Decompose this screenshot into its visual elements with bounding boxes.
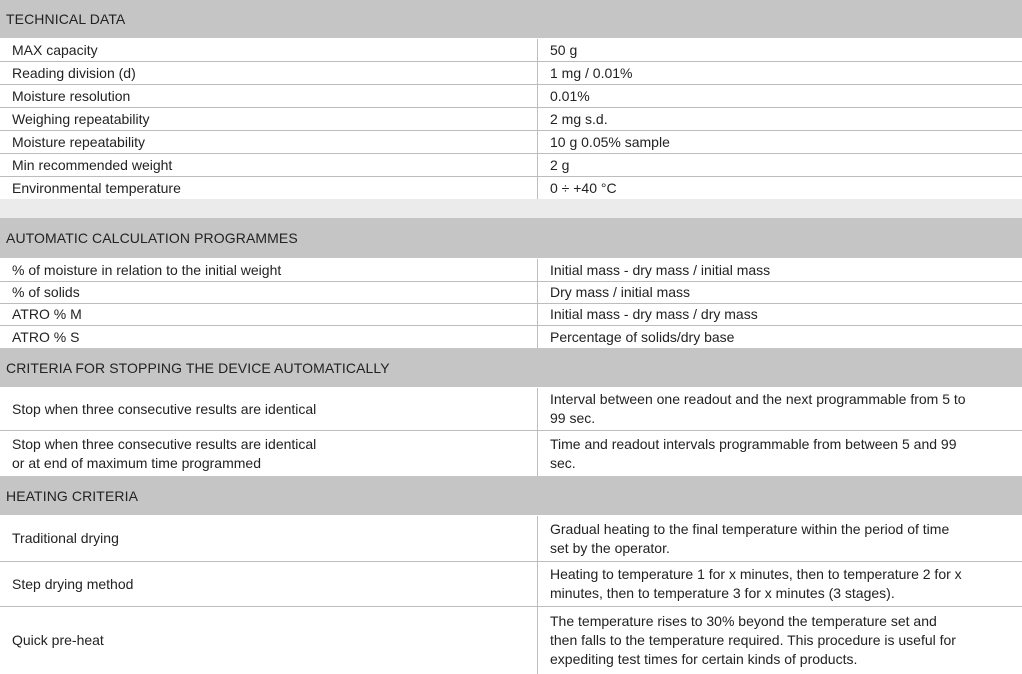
row-value: The temperature rises to 30% beyond the temperature set and then falls to the temperature required. This procedure is useful for expediting test times for certain kinds of products. [550, 613, 956, 667]
table-row [0, 85, 1022, 108]
row-label: Moisture repeatability [0, 131, 538, 153]
row-label: Stop when three consecutive results are identical [0, 388, 538, 430]
table-row [0, 607, 1022, 674]
row-value: 10 g 0.05% sample [550, 133, 670, 150]
table-row [0, 326, 1022, 348]
row-label: % of solids [0, 282, 538, 303]
row-value: Initial mass - dry mass / dry mass [550, 306, 758, 322]
row-value: Percentage of solids/dry base [550, 328, 735, 345]
row-label: Quick pre-heat [0, 607, 538, 674]
row-label: Reading division (d) [0, 62, 538, 84]
table-row [0, 154, 1022, 177]
table-row [0, 62, 1022, 85]
row-label: MAX capacity [0, 39, 538, 61]
row-label: Weighing repeatability [0, 108, 538, 130]
table-row [0, 304, 1022, 326]
row-label: Stop when three consecutive results are identical or at end of maximum time programmed [0, 431, 538, 476]
section-header-stopping-criteria: CRITERIA FOR STOPPING THE DEVICE AUTOMATICALLY [0, 348, 1022, 388]
section-header-technical-data: TECHNICAL DATA [0, 0, 1022, 39]
row-value: 2 g [550, 156, 570, 173]
row-value: 1 mg / 0.01% [550, 64, 633, 81]
table-row [0, 562, 1022, 607]
table-row [0, 388, 1022, 431]
table-row [0, 177, 1022, 199]
row-label: Step drying method [0, 562, 538, 606]
row-value: Initial mass - dry mass / initial mass [550, 261, 771, 278]
table-row [0, 131, 1022, 154]
table-row [0, 282, 1022, 304]
row-value: Dry mass / initial mass [550, 284, 691, 300]
row-value: Gradual heating to the final temperature within the period of time set by the operator. [550, 520, 950, 556]
table-row [0, 39, 1022, 62]
section-header-heating-criteria: HEATING CRITERIA [0, 476, 1022, 516]
section-header-automatic-calculation: AUTOMATIC CALCULATION PROGRAMMES [0, 218, 1022, 259]
row-label: Min recommended weight [0, 154, 538, 176]
section-spacer [0, 199, 1022, 218]
row-value: 0.01% [550, 87, 590, 104]
row-value: Heating to temperature 1 for x minutes, then to temperature 2 for x minutes, then to temperature 3 for x minutes (3 stages). [550, 566, 962, 601]
row-value: 0 ÷ +40 °C [550, 179, 617, 196]
row-label: Moisture resolution [0, 85, 538, 107]
table-row [0, 516, 1022, 562]
row-label: % of moisture in relation to the initial weight [0, 259, 538, 281]
row-label: Environmental temperature [0, 177, 538, 199]
row-value: Interval between one readout and the next programmable from 5 to 99 sec. [550, 391, 966, 426]
table-row [0, 431, 1022, 476]
row-value: Time and readout intervals programmable from between 5 and 99 sec. [550, 435, 957, 471]
row-label: ATRO % S [0, 326, 538, 348]
row-value: 50 g [550, 41, 578, 58]
row-label: Traditional drying [0, 516, 538, 561]
row-value: 2 mg s.d. [550, 110, 608, 127]
table-row [0, 259, 1022, 282]
table-row [0, 108, 1022, 131]
row-label: ATRO % M [0, 304, 538, 325]
